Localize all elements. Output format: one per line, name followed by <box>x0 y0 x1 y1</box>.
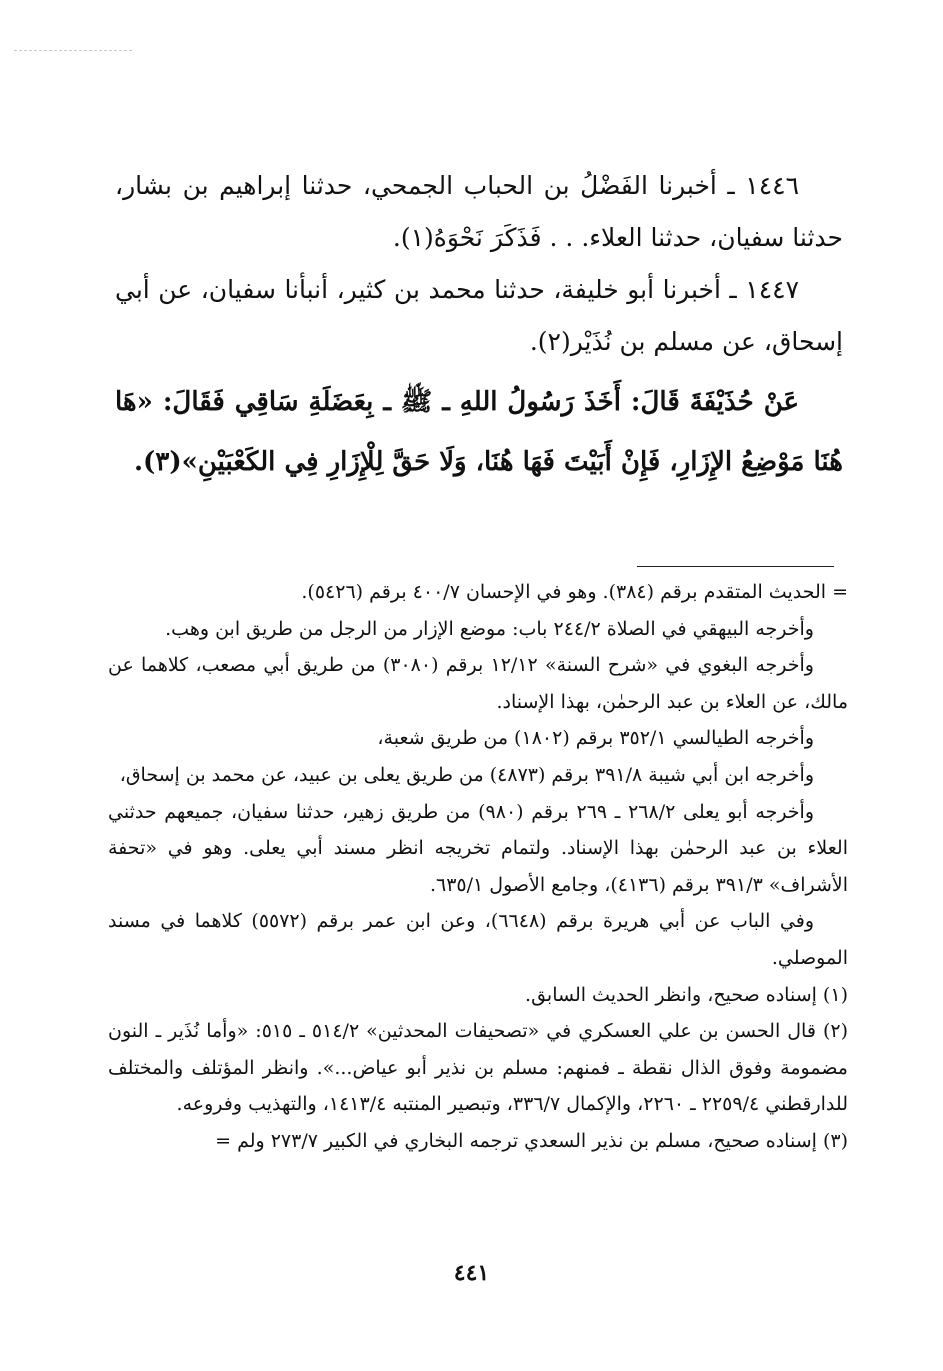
main-text <box>115 160 843 492</box>
footnote-paragraph: وفي الباب عن أبي هريرة برقم (٦٦٤٨)، وعن ابن عمر برقم (٥٥٧٢) كلاهما في مسند الموصلي. <box>108 910 848 969</box>
hadith-1447-matn: عَنْ حُذَيْفَةَ قَالَ: أَخَذَ رَسُولُ اللهِ ـ ﷺ ـ بِعَضَلَةِ سَاقِي فَقَالَ: «هَا هُنَا مَوْضِعُ الإِزَارِ، فَإِنْ أَبَيْتَ فَهَا هُنَا، وَلَا حَقَّ لِلْإِزَارِ فِي الكَعْبَيْنِ»(٣). <box>115 387 843 477</box>
footnote-paragraph: وأخرجه البيهقي في الصلاة ٢٤٤/٢ باب: موضع الإزار من الرجل من طريق ابن وهب. <box>165 617 814 640</box>
footnote-paragraph: وأخرجه البغوي في «شرح السنة» ١٢/١٢ برقم (٣٠٨٠) من طريق أبي مصعب، كلاهما عن مالك، عن العلاء بن عبد الرحمٰن، بهذا الإسناد. <box>108 654 848 713</box>
footnote-3: (٣) إسناده صحيح، مسلم بن نذير السعدي ترجمه البخاري في الكبير ٢٧٣/٧ ولم = <box>215 1129 848 1152</box>
footnote-1: (١) إسناده صحيح، وانظر الحديث السابق. <box>525 983 848 1006</box>
footnote-divider <box>637 566 834 567</box>
hadith-1447-chain: ١٤٤٧ ـ أخبرنا أبو خليفة، حدثنا محمد بن كثير، أنبأنا سفيان، عن أبي إسحاق، عن مسلم بن نُذَيْر(٢). <box>115 275 843 356</box>
footnote-paragraph: وأخرجه الطيالسي ٣٥٢/١ برقم (١٨٠٢) من طريق شعبة، <box>377 727 814 750</box>
scan-edge-mark <box>14 50 132 51</box>
footnote-paragraph: وأخرجه ابن أبي شيبة ٣٩١/٨ برقم (٤٨٧٣) من طريق يعلى بن عبيد، عن محمد بن إسحاق، <box>119 763 814 786</box>
footnotes <box>108 574 848 1160</box>
footnote-2: (٢) قال الحسن بن علي العسكري في «تصحيفات المحدثين» ٥١٤/٢ ـ ٥١٥: «وأما نُذَير ـ النون مضمومة وفوق الذال نقطة ـ فمنهم: مسلم بن نذير أبو عياض...». وانظر المؤتلف والمختلف للدارقطني ٢٢٥٩/٤ ـ ٢٢٦٠، والإكمال ٣٣٦/٧، وتبصير المنتبه ١٤١٣/٤، والتهذيب وفروعه. <box>108 1020 849 1116</box>
page-number: ٤٤١ <box>453 1260 490 1286</box>
footnote-continuation: = الحديث المتقدم برقم (٣٨٤). وهو في الإحسان ٤٠٠/٧ برقم (٥٤٢٦). <box>301 581 848 603</box>
footnote-paragraph: وأخرجه أبو يعلى ٢٦٨/٢ ـ ٢٦٩ برقم (٩٨٠) من طريق زهير، حدثنا سفيان، جميعهم حدثني العلاء بن عبد الرحمٰن بهذا الإسناد. ولتمام تخريجه انظر مسند أبي يعلى. وهو في «تحفة الأشراف» ٣٩١/٣ برقم (٤١٣٦)، وجامع الأصول ٦٣٥/١. <box>108 800 848 896</box>
hadith-1446: ١٤٤٦ ـ أخبرنا الفَضْلُ بن الحباب الجمحي، حدثنا إبراهيم بن بشار، حدثنا سفيان، حدثنا العلاء. . . فَذَكَرَ نَحْوَهُ(١). <box>115 171 843 252</box>
